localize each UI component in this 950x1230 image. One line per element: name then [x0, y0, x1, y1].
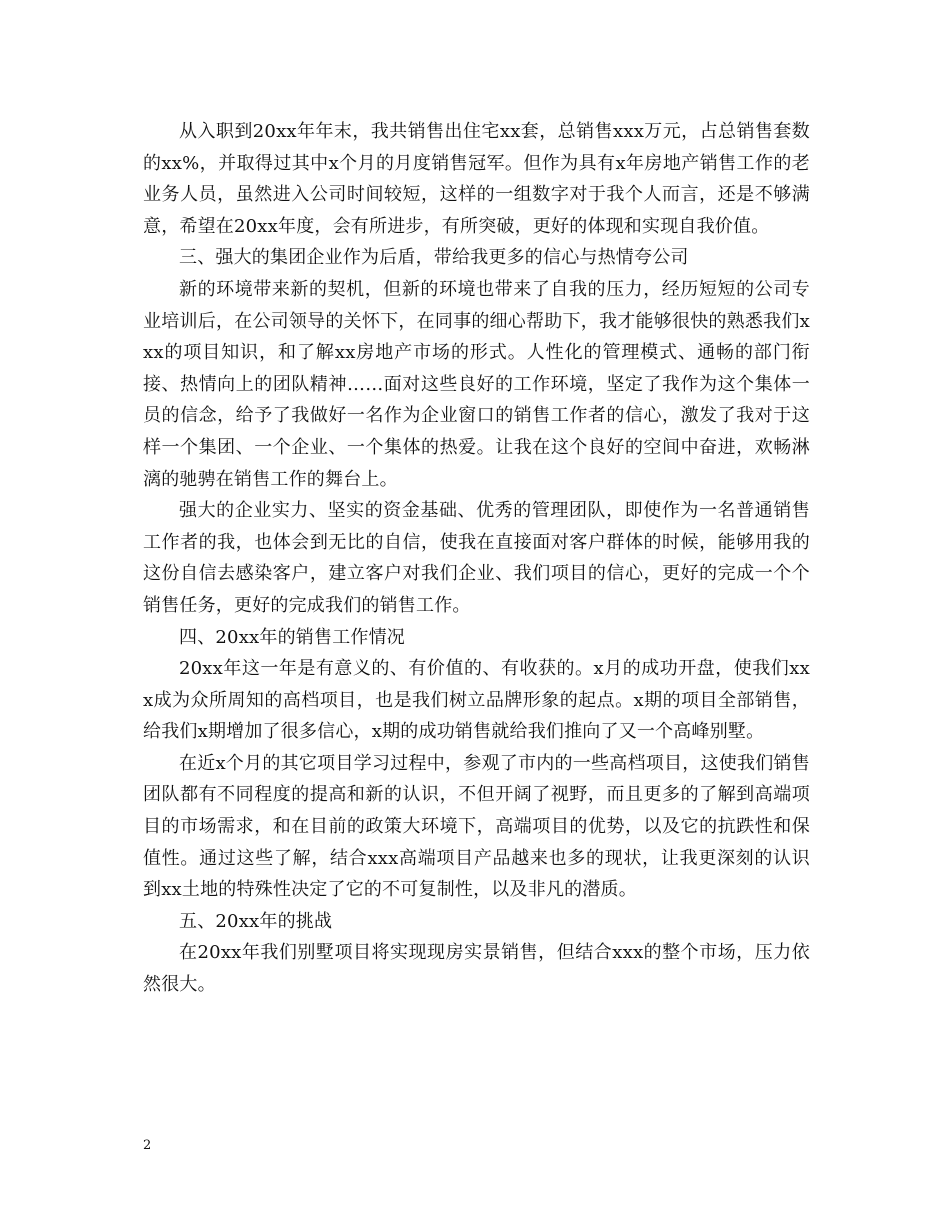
paragraph-year-review: 20xx年这一年是有意义的、有价值的、有收获的。x月的成功开盘，使我们xxx成为众所周知的高档项目，也是我们树立品牌形象的起点。x期的项目全部销售，给我们x期增加了很多信心，x期的成功销售就给我们推向了又一个高峰别墅。	[143, 658, 810, 743]
paragraph-challenges: 在20xx年我们别墅项目将实现现房实景销售，但结合xxx的整个市场，压力依然很大。	[143, 942, 810, 996]
section-heading-three: 三、强大的集团企业作为后盾，带给我更多的信心与热情夸公司	[179, 247, 689, 269]
page-number: 2	[143, 1138, 152, 1153]
paragraph-project-learning: 在近x个月的其它项目学习过程中，参观了市内的一些高档项目，这使我们销售团队都有不同程度的提高和新的认识，不但开阔了视野，而且更多的了解到高端项目的市场需求，和在目前的政策大环境下，高端项目的优势，以及它的抗跌性和保值性。通过这些了解，结合xxx高端项目产品越来也多的现状，让我更深刻的认识到xx土地的特殊性决定了它的不可复制性，以及非凡的潜质。	[143, 752, 810, 901]
paragraph-sales-summary: 从入职到20xx年年末，我共销售出住宅xx套，总销售xxx万元，占总销售套数的xx%，并取得过其中x个月的月度销售冠军。但作为具有x年房地产销售工作的老业务人员，虽然进入公司时间较短，这样的一组数字对于我个人而言，还是不够满意，希望在20xx年度，会有所进步，有所突破，更好的体现和实现自我价值。	[143, 121, 810, 237]
section-heading-four: 四、20xx年的销售工作情况	[179, 626, 406, 648]
paragraph-company-strength: 强大的企业实力、坚实的资金基础、优秀的管理团队，即使作为一名普通销售工作者的我，也体会到无比的自信，使我在直接面对客户群体的时候，能够用我的这份自信去感染客户，建立客户对我们企业、我们项目的信心，更好的完成一个个销售任务，更好的完成我们的销售工作。	[143, 500, 810, 616]
section-heading-five: 五、20xx年的挑战	[179, 910, 333, 932]
document-body	[143, 116, 810, 1001]
paragraph-new-environment: 新的环境带来新的契机，但新的环境也带来了自我的压力，经历短短的公司专业培训后，在公司领导的关怀下，在同事的细心帮助下，我才能够很快的熟悉我们xxx的项目知识，和了解xx房地产市场的形式。人性化的管理模式、通畅的部门衔接、热情向上的团队精神……面对这些良好的工作环境，坚定了我作为这个集体一员的信念，给予了我做好一名作为企业窗口的销售工作者的信心，激发了我对于这样一个集团、一个企业、一个集体的热爱。让我在这个良好的空间中奋进，欢畅淋漓的驰骋在销售工作的舞台上。	[143, 278, 810, 490]
